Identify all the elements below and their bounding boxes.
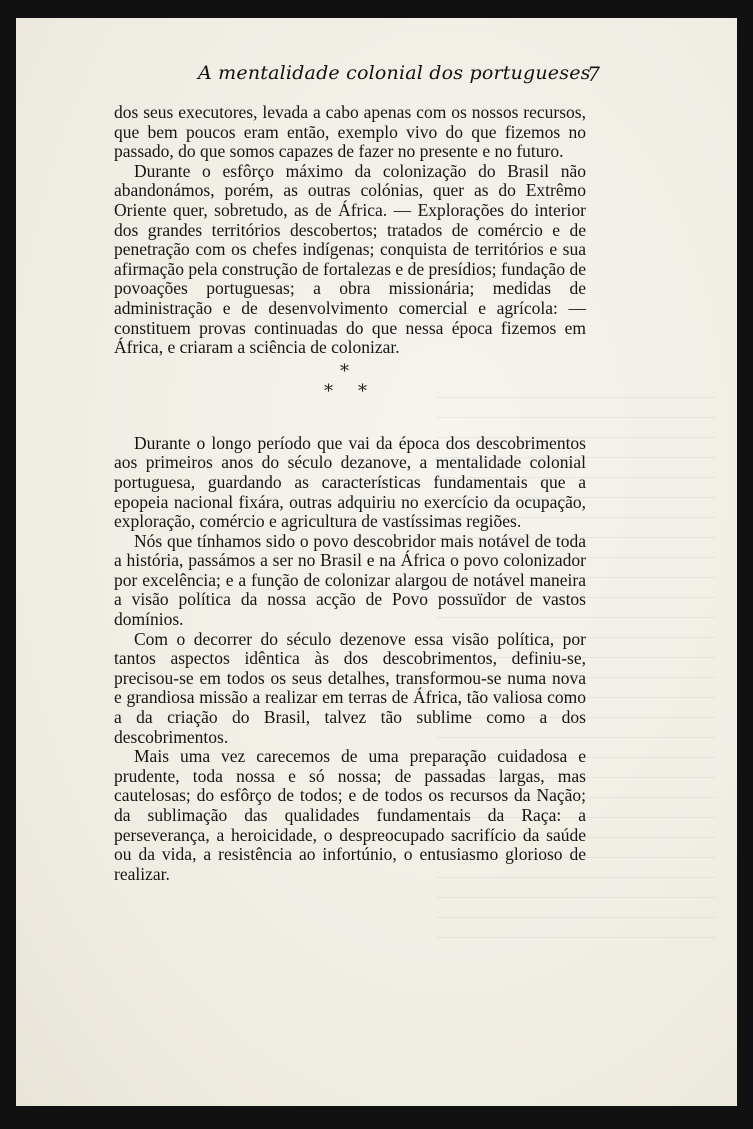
page-number: 7 — [587, 62, 600, 86]
asterisk-ornament: * — [324, 380, 333, 402]
section-break-asterism — [114, 358, 586, 422]
paragraph-continued: dos seus executores, levada a cabo apenas com os nossos recursos, que bem poucos eram então, exemplo vivo do que fizemos no passado, do que somos capazes de fazer no presente e no futuro. — [114, 102, 586, 162]
paragraph: Durante o esfôrço máximo da colonização do Brasil não abandonámos, porém, as outras colónias, quer as do Extrêmo Oriente quer, sobretudo, as de África. — Explorações do interior dos grandes territórios descobertos; tratados de comércio e de penetração com os chefes indígenas; conquista de territórios e sua afirmação pela construção de fortalezas e de presídios; fundação de povoações portuguesas; a obra missionária; medidas de administração e de desenvolvimento comercial e agrícola: — constituem provas continuadas do que nessa época fizemos em África, e criaram a sciência de colonizar. — [114, 160, 586, 358]
running-title: A mentalidade colonial dos portugueses — [198, 62, 591, 84]
page-header — [114, 60, 600, 90]
paragraph: Durante o longo período que vai da época dos descobrimentos aos primeiros anos do século dezanove, a mentalidade colonial portuguesa, guardando as características fundamentais que a epopeia nacional fixára, outras adquiriu no exercício da ocupação, exploração, comércio e agricultura de vastíssimas regiões. — [114, 432, 586, 532]
paragraph: Com o decorrer do século dezenove essa visão política, por tantos aspectos idêntica às dos descobrimentos, definiu-se, precisou-se em todos os seus detalhes, transformou-se numa nova e grandiosa missão a realizar em terras de África, tão valiosa como a da criação do Brasil, talvez tão sublime como a dos descobrimentos. — [114, 628, 586, 747]
asterisk-ornament: * — [358, 380, 367, 402]
section-two — [114, 434, 586, 885]
paragraph: Mais uma vez carecemos de uma preparação cuidadosa e prudente, toda nossa e só nossa; de passadas largas, mas cautelosas; do esfôrço de todos; e de todos os recursos da Nação; da sublimação das qualidades fundamentais da Raça: a perseverança, a heroicidade, o despreocupado sacrifício da saúde ou da vida, a resistência ao infortúnio, o entusiasmo glorioso de realizar. — [114, 746, 586, 884]
asterisk-ornament: * — [340, 360, 349, 382]
paragraph: Nós que tínhamos sido o povo descobridor mais notável de toda a história, passámos a ser no Brasil e na África o povo colonizador por excelência; e a função de colonizar alargou de notável maneira a visão política da nossa acção de Povo possuïdor de vastos domínios. — [114, 530, 586, 630]
body-text — [114, 103, 586, 884]
